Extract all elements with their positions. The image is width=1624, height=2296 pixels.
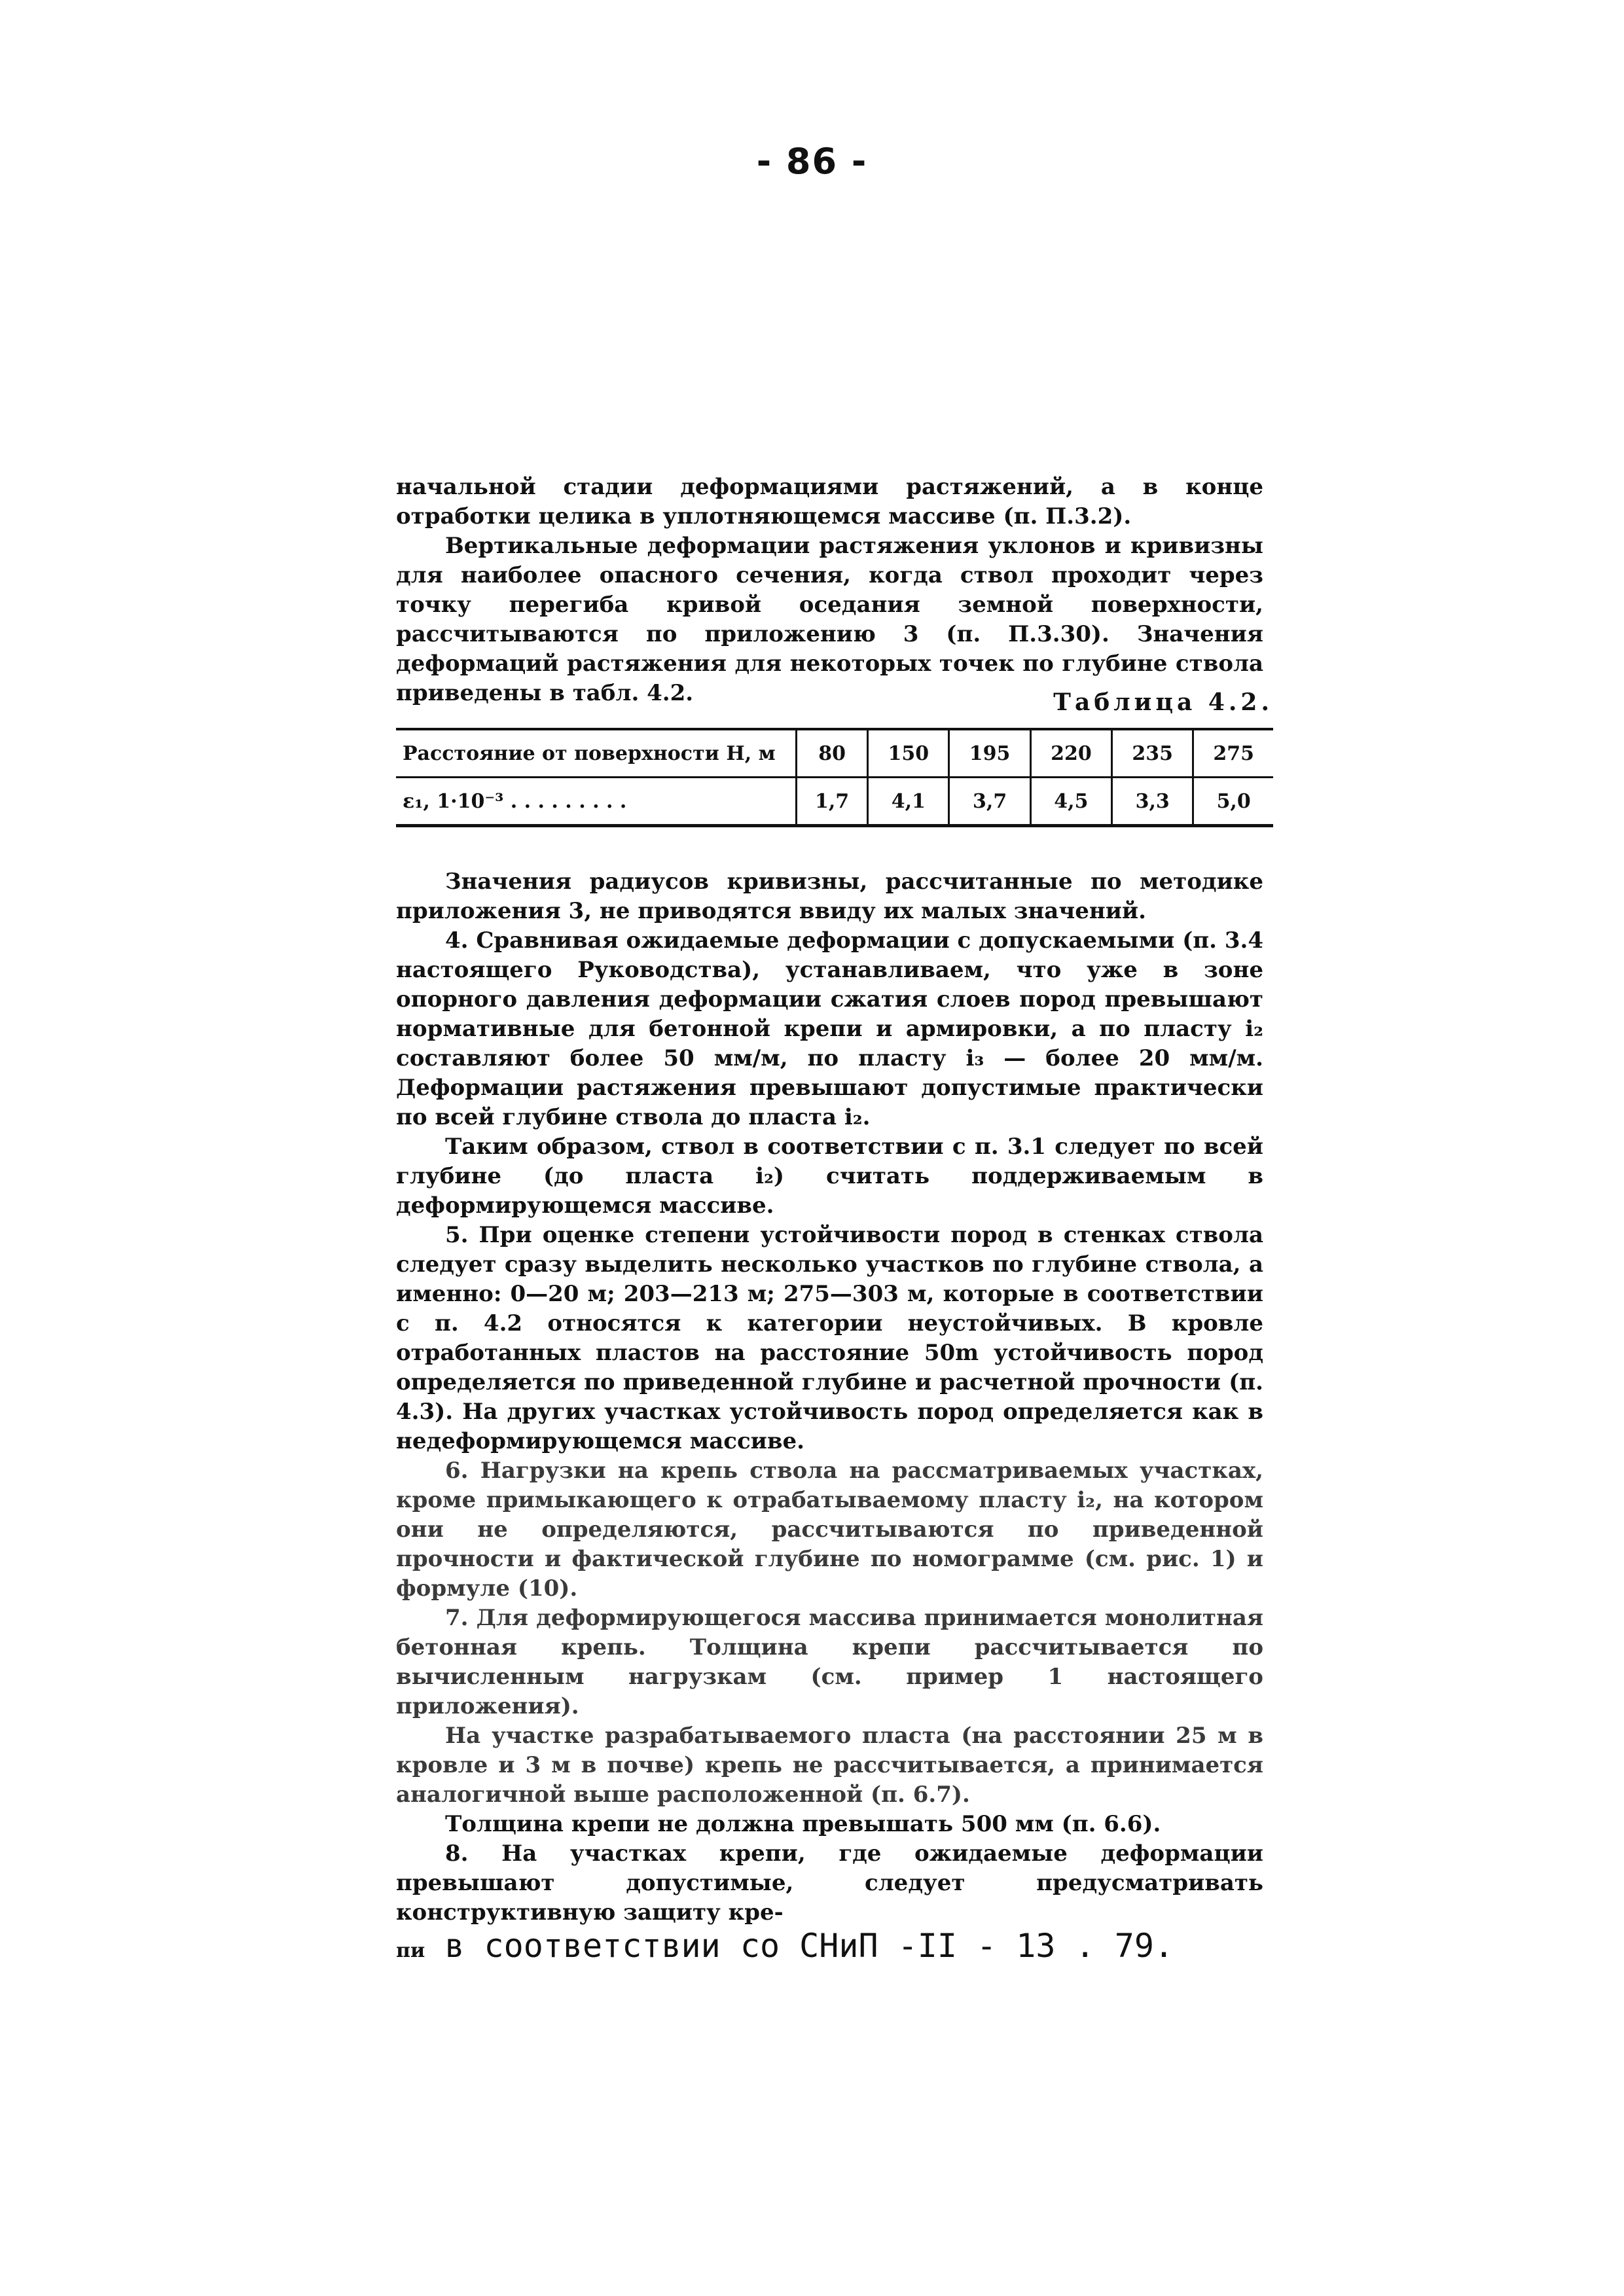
table-cell: 195 <box>949 729 1030 778</box>
table-row <box>396 729 1273 778</box>
body-text <box>396 867 1263 1969</box>
paragraph-item-6: 6. Нагрузки на крепь ствола на рассматриваемых участках, кроме примыкающего к отрабатываемому пласту i₂, на котором они не определяются, рассчитываются по приведенной прочности и фактической глубине по номограмме (см. рис. 1) и формуле (10). <box>396 1458 1263 1602</box>
table-cell: 3,3 <box>1112 778 1193 826</box>
paragraph-item-7: 7. Для деформирующегося массива принимается монолитная бетонная крепь. Толщина крепи рассчитывается по вычисленным нагрузкам (см. пример 1 настоящего приложения). <box>396 1605 1263 1719</box>
paragraph-item-5: 5. При оценке степени устойчивости пород в стенках ствола следует сразу выделить несколько участков по глубине ствола, а именно: 0—20 м; 203—213 м; 275—303 м, которые в соответствии с п. 4.2 относятся к категории неустойчивых. В кровле отработанных пластов на расстояние 50m устойчивость пород определяется по приведенной глубине и расчетной прочности (п. 4.3). На других участках устойчивость пород определяется как в недеформирующемся массиве. <box>396 1222 1263 1454</box>
row-label-depth: Расстояние от поверхности Н, м <box>396 729 797 778</box>
intro-paragraph-2: Вертикальные деформации растяжения уклонов и кривизны для наиболее опасного сечения, когда ствол проходит через точку перегиба кривой оседания земной поверхности, рассчитываются по приложению 3 (п. П.3.30). Значения деформаций растяжения для некоторых точек по глубине ствола приведены в табл. 4.2. <box>396 533 1263 706</box>
table-cell: 1,7 <box>797 778 868 826</box>
table-cell: 220 <box>1030 729 1111 778</box>
table-cell: 4,1 <box>868 778 949 826</box>
table-cell: 235 <box>1112 729 1193 778</box>
paragraph-seam-section: На участке разрабатываемого пласта (на расстоянии 25 м в кровле и 3 м в почве) крепь не рассчитывается, а принимается аналогичной выше расположенной (п. 6.7). <box>396 1723 1263 1808</box>
snip-reference-stamp: в соответствии со СНиП -II - 13 . 79. <box>425 1927 1174 1965</box>
table-cell: 3,7 <box>949 778 1030 826</box>
intro-text <box>396 473 1263 708</box>
row-label-deformation: ε₁, 1·10⁻³ . . . . . . . . . <box>403 789 627 813</box>
table-cell: 80 <box>797 729 868 778</box>
paragraph-item-4: 4. Сравнивая ожидаемые деформации с допускаемыми (п. 3.4 настоящего Руководства), устанавливаем, что уже в зоне опорного давления деформации сжатия слоев пород превышают нормативные для бетонной крепи и армировки, а по пласту i₂ составляют более 50 мм/м, по пласту i₃ — более 20 мм/м. Деформации растяжения превышают допустимые практически по всей глубине ствола до пласта i₂. <box>396 927 1263 1130</box>
table-cell: 275 <box>1193 729 1273 778</box>
paragraph-conclusion: Таким образом, ствол в соответствии с п. 3.1 следует по всей глубине (до пласта i₂) считать поддерживаемым в деформирующемся массиве. <box>396 1134 1263 1219</box>
snip-reference-line <box>396 1928 1263 1969</box>
paragraph-item-8: 8. На участках крепи, где ожидаемые деформации превышают допустимые, следует предусматривать конструктивную защиту кре- <box>396 1840 1263 1926</box>
deformation-table <box>396 728 1273 827</box>
intro-paragraph-1: начальной стадии деформациями растяжений, а в конце отработки целика в уплотняющемся массиве (п. П.3.2). <box>396 474 1263 529</box>
paragraph-curvature: Значения радиусов кривизны, рассчитанные по методике приложения 3, не приводятся ввиду их малых значений. <box>396 869 1263 924</box>
table-cell: 4,5 <box>1030 778 1111 826</box>
page-number: - 86 - <box>756 141 868 182</box>
table-cell: 150 <box>868 729 949 778</box>
table-cell: 5,0 <box>1193 778 1273 826</box>
hyphenation-tail: пи <box>396 1939 425 1962</box>
paragraph-thickness-limit: Толщина крепи не должна превышать 500 мм (п. 6.6). <box>445 1811 1161 1837</box>
table-caption: Таблица 4.2. <box>1053 689 1273 716</box>
table-row <box>396 778 1273 826</box>
